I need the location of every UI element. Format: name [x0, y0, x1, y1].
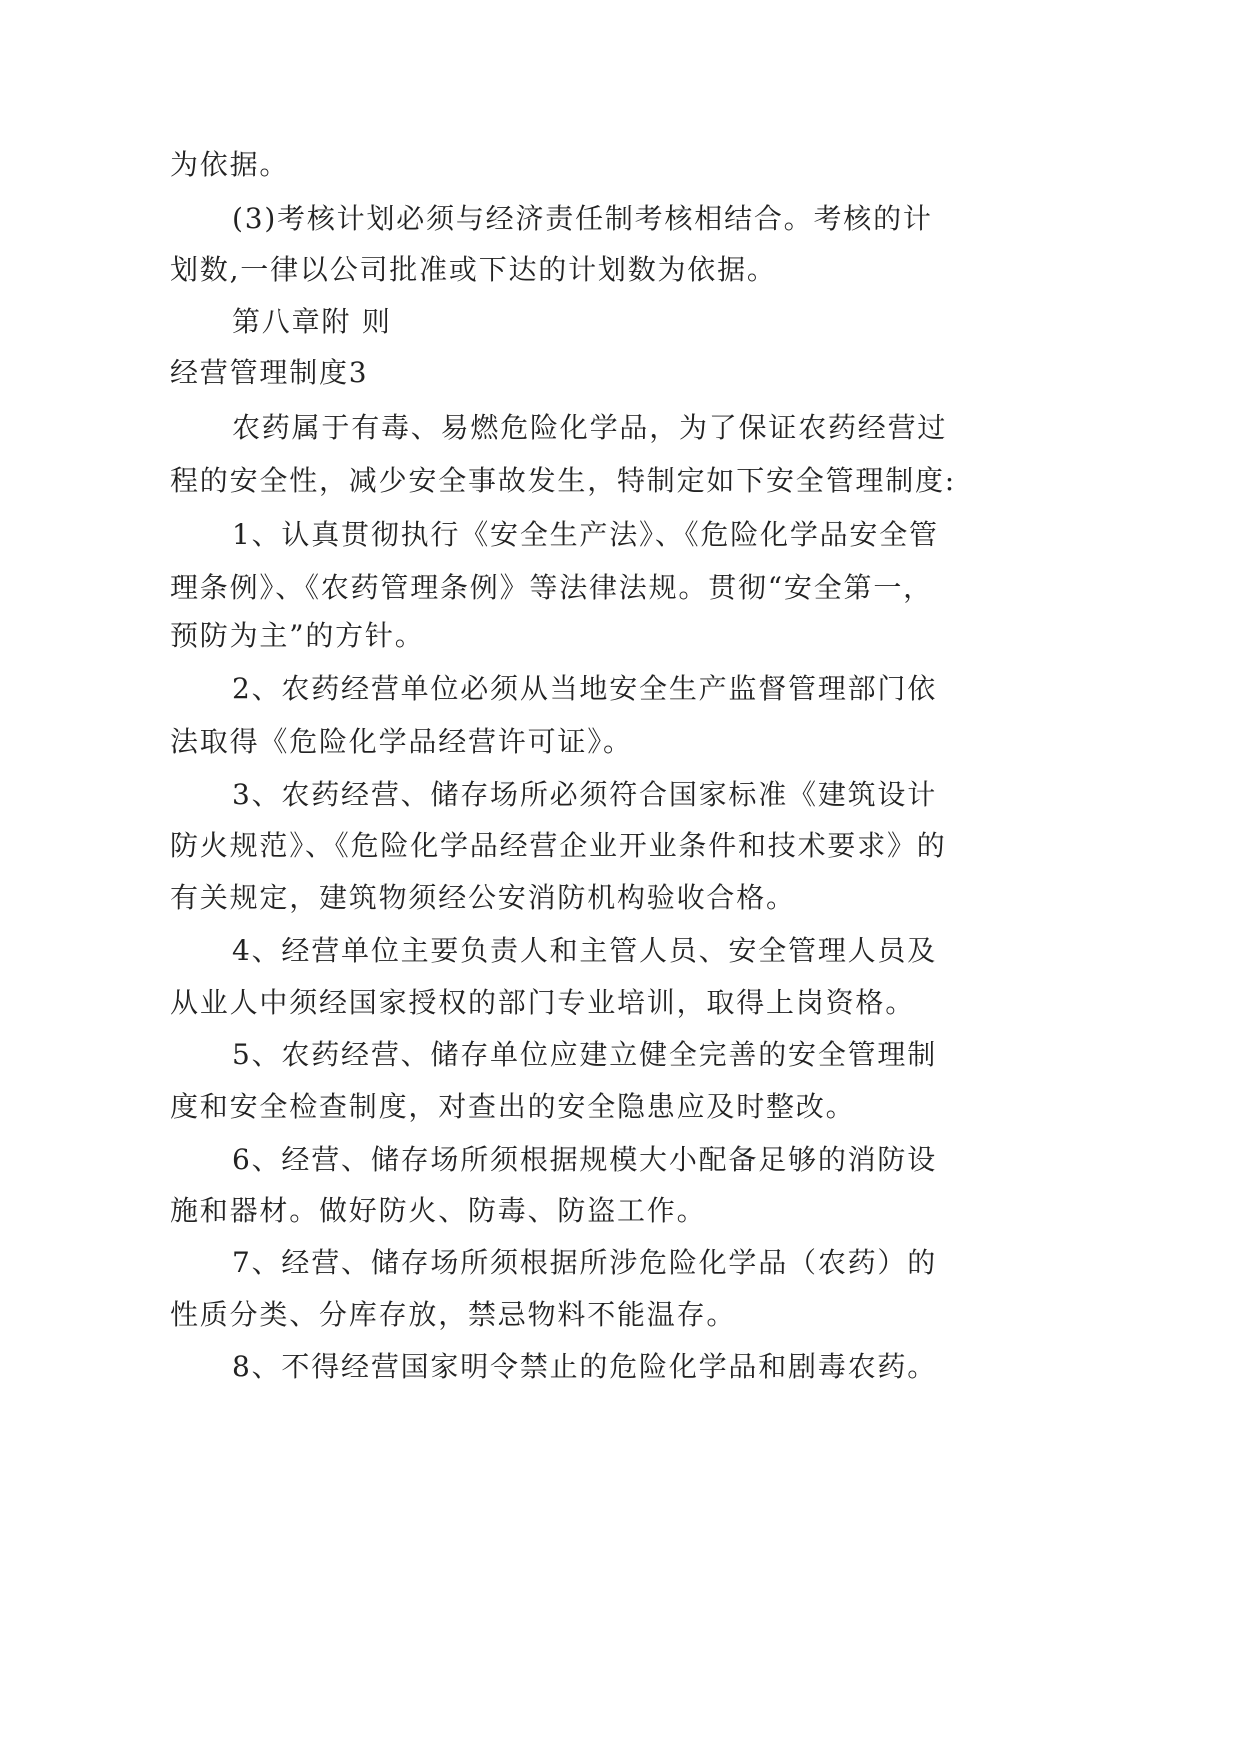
- paragraph-line: 法取得《危险化学品经营许可证》。: [170, 725, 633, 758]
- paragraph-line: 为依据。: [170, 148, 290, 181]
- paragraph-line: 农药属于有毒、易燃危险化学品，为了保证农药经营过: [232, 411, 948, 444]
- paragraph-line: 划数,一律以公司批准或下达的计划数为依据。: [170, 253, 777, 286]
- paragraph-line: 性质分类、分库存放，禁忌物料不能温存。: [170, 1298, 737, 1331]
- paragraph-line: 从业人中须经国家授权的部门专业培训，取得上岗资格。: [170, 986, 916, 1019]
- paragraph-line: 6、经营、储存场所须根据规模大小配备足够的消防设: [232, 1143, 938, 1176]
- paragraph-line: (3)考核计划必须与经济责任制考核相结合。考核的计: [232, 202, 933, 235]
- paragraph-line: 2、农药经营单位必须从当地安全生产监督管理部门依: [232, 672, 938, 705]
- paragraph-line: 5、农药经营、储存单位应建立健全完善的安全管理制: [232, 1038, 938, 1071]
- paragraph-line: 7、经营、储存场所须根据所涉危险化学品（农药）的: [232, 1246, 938, 1279]
- paragraph-line: 4、经营单位主要负责人和主管人员、安全管理人员及: [232, 934, 938, 967]
- paragraph-line: 理条例》、《农药管理条例》等法律法规。贯彻“安全第一，: [170, 571, 933, 604]
- chapter-heading-text: 第八章附 则: [232, 305, 392, 338]
- section-title-text: 经营管理制度3: [170, 356, 369, 389]
- paragraph-line: 有关规定，建筑物须经公安消防机构验收合格。: [170, 881, 796, 914]
- paragraph-line: 8、不得经营国家明令禁止的危险化学品和剧毒农药。: [232, 1350, 938, 1383]
- paragraph-line: 预防为主”的方针。: [170, 619, 425, 652]
- paragraph-line: 度和安全检查制度，对查出的安全隐患应及时整改。: [170, 1090, 856, 1123]
- paragraph-line: 3、农药经营、储存场所必须符合国家标准《建筑设计: [232, 778, 938, 811]
- paragraph-line: 1、认真贯彻执行《安全生产法》、《危险化学品安全管: [232, 518, 939, 551]
- paragraph-line: 施和器材。做好防火、防毒、防盗工作。: [170, 1194, 707, 1227]
- paragraph-line: 防火规范》、《危险化学品经营企业开业条件和技术要求》的: [170, 829, 947, 862]
- paragraph-line: 程的安全性，减少安全事故发生，特制定如下安全管理制度:: [170, 464, 957, 497]
